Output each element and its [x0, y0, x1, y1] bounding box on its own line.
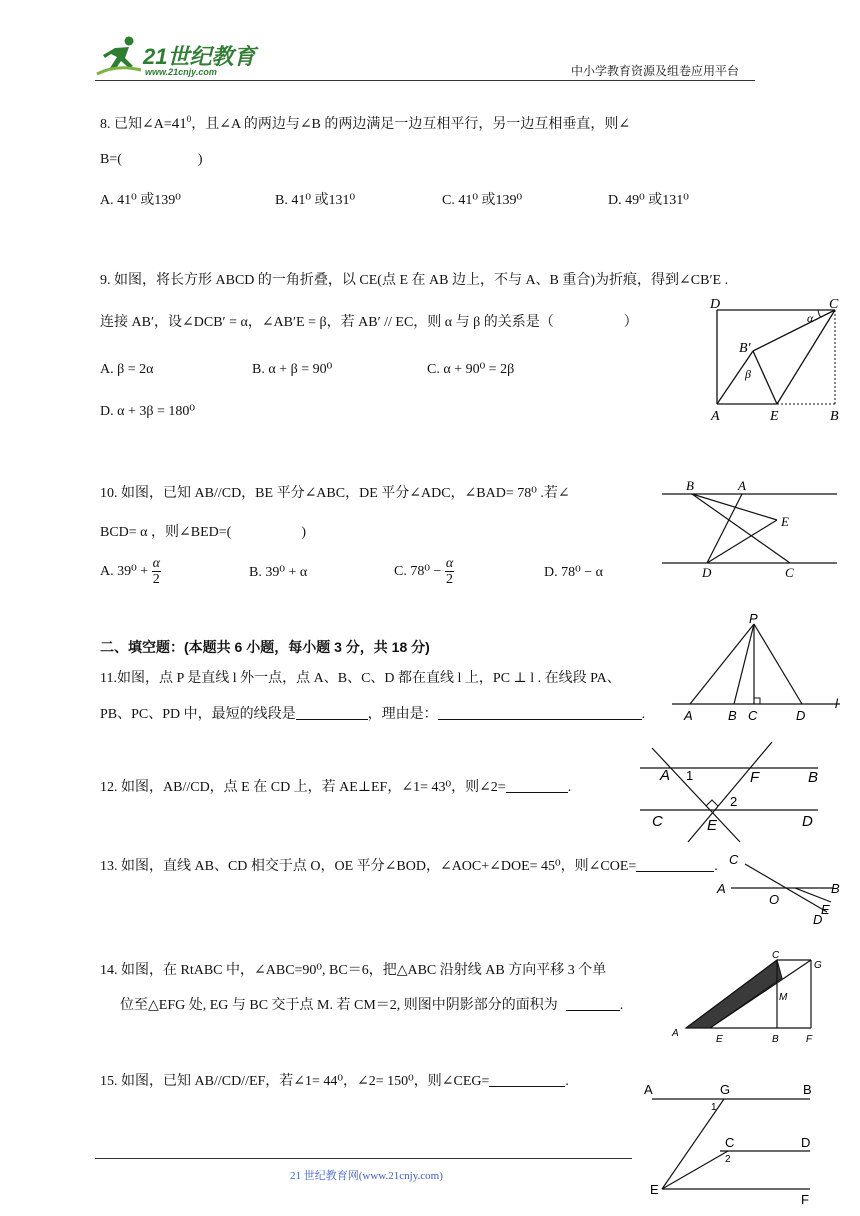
section-fill-blank-title: 二、填空题：(本题共 6 小题，每小题 3 分，共 18 分): [100, 639, 430, 655]
q14-fig-label-g: G: [814, 960, 822, 971]
q12-fig-label-1: 1: [686, 768, 694, 783]
q8-option-c: C. 41⁰ 或139⁰: [442, 193, 523, 208]
q12-figure: [640, 742, 825, 847]
q11-figure: [672, 612, 842, 727]
q8-line2: B=( ): [100, 152, 203, 167]
q15-fig-label-b: B: [803, 1082, 812, 1097]
q14-fig-label-f: F: [806, 1034, 813, 1045]
q9-fig-label-alpha: α: [807, 311, 814, 325]
q12-fig-label-a: A: [660, 767, 671, 784]
q9-line2: 连接 AB′，设∠DCB′ = α，∠AB′E = β，若 AB′ // EC，则 α 与 β 的关系是（ ）: [100, 315, 638, 330]
q9-figure: [705, 296, 850, 426]
q15-figure: [640, 1080, 820, 1210]
q10-figure: [662, 480, 842, 580]
q14-fig-label-c: C: [772, 950, 780, 961]
q14-line1: 14. 如图，在 RtABC 中，∠ABC=90⁰, BC＝6，把△ABC 沿射线 AB 方向平移 3 个单: [100, 963, 607, 978]
q9-option-b: B. α + β = 90⁰: [252, 362, 333, 377]
q11-line1: 11.如图，点 P 是直线 l 外一点，点 A、B、C、D 都在直线 l 上，PC ⊥ l . 在线段 PA、: [100, 671, 621, 686]
q10-option-c: C. 78⁰ − $\frac{\alpha}{2}$: [394, 556, 454, 588]
q14-fig-label-a: A: [672, 1028, 679, 1039]
q8-option-b: B. 41⁰ 或131⁰: [275, 193, 356, 208]
q12-fig-label-f: F: [750, 769, 760, 786]
q14-fig-label-e: E: [716, 1034, 723, 1045]
q8-option-d: D. 49⁰ 或131⁰: [608, 193, 689, 208]
q14-figure: [668, 948, 828, 1048]
q12-fig-label-2: 2: [730, 794, 738, 809]
q13-fig-label-e: E: [821, 902, 830, 917]
q10-fig-label-e: E: [781, 514, 789, 529]
q10-option-d: D. 78⁰ − α: [544, 565, 603, 580]
runner-logo-icon: [95, 34, 145, 76]
q15-answer-blank[interactable]: [489, 1074, 565, 1087]
q10-fig-label-c: C: [785, 565, 794, 580]
q12-line: 12. 如图，AB//CD，点 E 在 CD 上，若 AE⊥EF，∠1= 43⁰，则∠2= .: [100, 780, 572, 795]
q9-option-d: D. α + 3β = 180⁰: [100, 404, 195, 419]
q12-answer-blank[interactable]: [506, 780, 568, 793]
q11-fig-label-p: P: [749, 612, 758, 626]
q8-option-a: A. 41⁰ 或139⁰: [100, 193, 181, 208]
q11-fig-label-l: l: [835, 696, 838, 711]
q10-line1: 10. 如图，已知 AB//CD，BE 平分∠ABC，DE 平分∠ADC，∠BAD= 78⁰ .若∠: [100, 486, 570, 501]
q15-fig-label-d: D: [801, 1135, 811, 1150]
header-logo: [95, 34, 270, 78]
q12-fig-label-d: D: [802, 813, 813, 830]
q12-fig-label-e: E: [707, 817, 718, 834]
q10-fig-label-b: B: [686, 480, 694, 493]
q10-option-a: A. 39⁰ + $\frac{\alpha}{2}$: [100, 556, 160, 588]
q9-line1: 9. 如图，将长方形 ABCD 的一角折叠，以 CE(点 E 在 AB 边上，不与 A、B 重合)为折痕，得到∠CB′E .: [100, 273, 729, 288]
q13-fig-label-c: C: [729, 852, 739, 867]
q9-fig-label-a: A: [711, 409, 720, 424]
q9-fig-label-b: B: [830, 409, 839, 424]
q10-line2: BCD= α ，则∠BED=( ): [100, 525, 306, 540]
q14-fig-label-m: M: [779, 992, 788, 1003]
q10-fig-label-a: A: [738, 480, 746, 493]
q14-fig-label-b: B: [772, 1034, 779, 1045]
q8-line1: 8. 已知$\angle A=41^0$，且∠A 的两边与∠B 的两边满足一边互相平行，另一边互相垂直，则∠: [100, 114, 631, 132]
q15-fig-label-a: A: [644, 1082, 653, 1097]
q12-fig-label-b: B: [808, 769, 819, 786]
footer-text: 21 世纪教育网(www.21cnjy.com): [290, 1170, 443, 1182]
q13-figure: [715, 850, 845, 930]
q11-fig-label-b: B: [728, 708, 737, 723]
q10-fig-label-d: D: [702, 565, 712, 580]
q15-fig-label-c: C: [725, 1135, 735, 1150]
q15-fig-label-e: E: [650, 1182, 659, 1197]
q11-fig-label-d: D: [796, 708, 806, 723]
q12-fig-label-c: C: [652, 813, 663, 830]
q10-option-b: B. 39⁰ + α: [249, 565, 308, 580]
q9-fig-label-d: D: [710, 297, 721, 312]
q11-fig-label-c: C: [748, 708, 758, 723]
q15-fig-label-1: 1: [711, 1102, 717, 1113]
header-platform-text: 中小学教育资源及组卷应用平台: [571, 64, 740, 78]
q14-line2: 位至△EFG 处, EG 与 BC 交于点 M. 若 CM＝2, 则图中阴影部分的面积为 .: [120, 998, 624, 1013]
q13-answer-blank[interactable]: [636, 859, 714, 872]
q14-answer-blank[interactable]: [566, 998, 620, 1011]
q13-fig-label-b: B: [831, 881, 840, 896]
q15-fig-label-f: F: [801, 1192, 809, 1207]
q9-fig-label-e: E: [770, 409, 779, 424]
q9-option-a: A. β = 2α: [100, 362, 154, 377]
q11-answer-blank-2[interactable]: [438, 707, 642, 720]
logo-url: www.21cnjy.com: [145, 67, 217, 77]
q13-line: 13. 如图，直线 AB、CD 相交于点 O，OE 平分∠BOD，∠AOC+∠DOE= 45⁰，则∠COE= .: [100, 859, 718, 874]
q15-fig-label-2: 2: [725, 1154, 731, 1165]
q13-fig-label-a: A: [717, 881, 726, 896]
q9-fig-label-beta: β: [745, 367, 751, 381]
q9-option-c: C. α + 90⁰ = 2β: [427, 362, 515, 377]
footer-rule: [95, 1158, 632, 1159]
q11-fig-label-a: A: [684, 708, 693, 723]
q15-line: 15. 如图，已知 AB//CD//EF，若∠1= 44⁰，∠2= 150⁰，则∠CEG= .: [100, 1074, 569, 1089]
q13-fig-label-o: O: [769, 892, 780, 907]
q13-fig-label-d: D: [813, 912, 823, 927]
q9-fig-label-c: C: [829, 297, 839, 312]
q11-line2: PB、PC、PD 中，最短的线段是 ，理由是： .: [100, 707, 646, 722]
q15-fig-label-g: G: [720, 1082, 731, 1097]
q9-fig-label-bprime: B′: [739, 341, 751, 356]
header-rule: [95, 80, 755, 81]
q11-answer-blank-1[interactable]: [296, 707, 368, 720]
logo-title: 21世纪教育: [143, 44, 256, 69]
